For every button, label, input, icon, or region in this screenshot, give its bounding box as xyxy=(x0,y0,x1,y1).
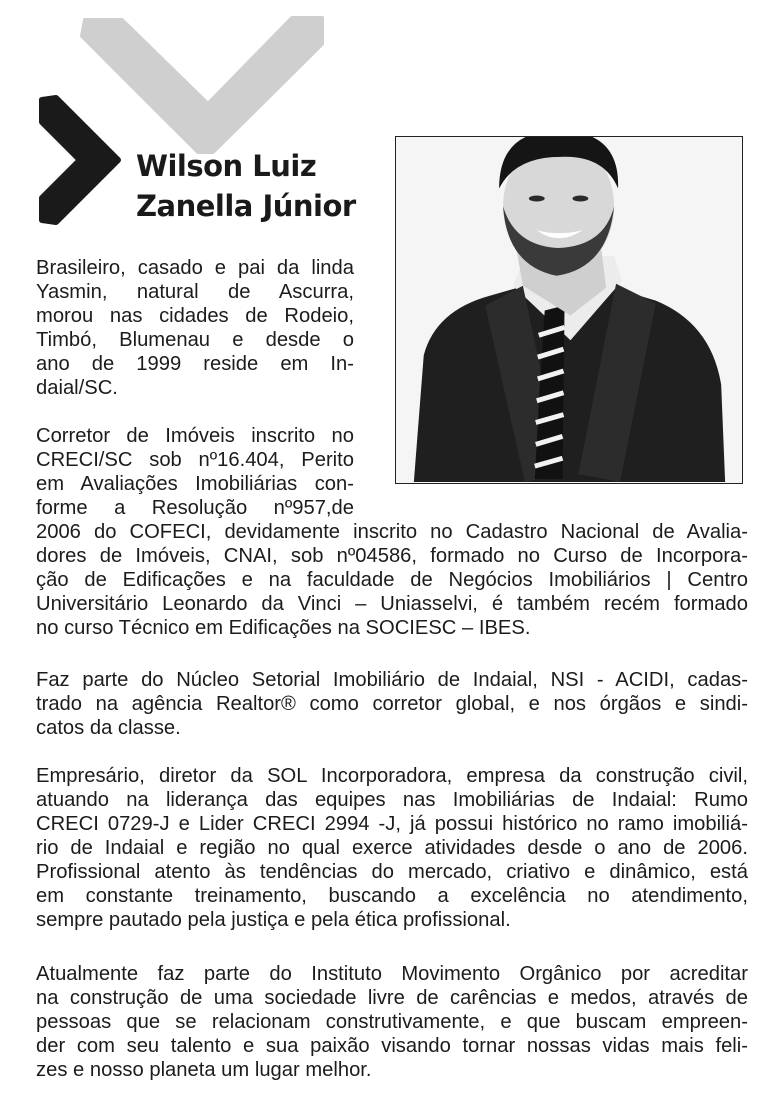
text-line: na construção de uma sociedade livre de carências e medos, através de xyxy=(36,987,748,1009)
text-line: catos da classe. xyxy=(36,717,181,739)
text-line: zes e nosso planeta um lugar melhor. xyxy=(36,1059,372,1081)
bio-paragraph-5 xyxy=(36,962,748,1082)
name-line-2: Zanella Júnior xyxy=(136,189,356,223)
text-line: CRECI 0729-J e Lider CRECI 2994 -J, já possui histórico no ramo imobiliá- xyxy=(36,813,748,835)
bio-paragraph-4 xyxy=(36,764,748,932)
text-line: atuando na liderança das equipes nas Imobiliárias de Indaial: Rumo xyxy=(36,789,748,811)
bio-paragraph-1 xyxy=(36,256,354,400)
text-line: trado na agência Realtor® como corretor global, e nos órgãos e sindi- xyxy=(36,693,748,715)
dark-right-chevron xyxy=(42,98,118,222)
text-line: ano de 1999 reside em In- xyxy=(36,353,354,375)
name-line-1: Wilson Luiz xyxy=(136,149,317,183)
text-line: 2006 do COFECI, devidamente inscrito no Cadastro Nacional de Avalia- xyxy=(36,521,748,543)
text-line: ção de Edificações e na faculdade de Negócios Imobiliários | Centro xyxy=(36,569,748,591)
text-line: Atualmente faz parte do Instituto Movimento Orgânico por acreditar xyxy=(36,963,748,985)
text-line: daial/SC. xyxy=(36,377,118,399)
text-line: forme a Resolução nº957,de xyxy=(36,497,354,519)
text-line: CRECI/SC sob nº16.404, Perito xyxy=(36,449,354,471)
text-line: Corretor de Imóveis inscrito no xyxy=(36,425,354,447)
text-line: der com seu talento e sua paixão visando tornar nossas vidas mais feli- xyxy=(36,1035,748,1057)
text-line: Faz parte do Núcleo Setorial Imobiliário de Indaial, NSI - ACIDI, cadas- xyxy=(36,669,748,691)
text-line: Profissional atento às tendências do mercado, criativo e dinâmico, está xyxy=(36,861,748,883)
bio-paragraph-2 xyxy=(36,424,748,640)
text-line: em Avaliações Imobiliárias con- xyxy=(36,473,354,495)
text-line: Universitário Leonardo da Vinci – Uniasselvi, é também recém formado xyxy=(36,593,748,615)
text-line: Timbó, Blumenau e desde o xyxy=(36,329,354,351)
text-line: sempre pautado pela justiça e pela ética profissional. xyxy=(36,909,511,931)
text-line: dores de Imóveis, CNAI, sob nº04586, formado no Curso de Incorpora- xyxy=(36,545,748,567)
text-line: Yasmin, natural de Ascurra, xyxy=(36,281,354,303)
text-line: morou nas cidades de Rodeio, xyxy=(36,305,354,327)
text-line: no curso Técnico em Edificações na SOCIESC – IBES. xyxy=(36,617,531,639)
text-line: pessoas que se relacionam construtivamente, e que buscam empreen- xyxy=(36,1011,748,1033)
text-line: rio de Indaial e região no qual exerce atividades desde o ano de 2006. xyxy=(36,837,748,859)
text-line: em constante treinamento, buscando a excelência no atendimento, xyxy=(36,885,748,907)
text-line: Brasileiro, casado e pai da linda xyxy=(36,257,354,279)
text-line: Empresário, diretor da SOL Incorporadora, empresa da construção civil, xyxy=(36,765,748,787)
light-v-chevron xyxy=(82,18,322,152)
profile-name xyxy=(136,146,356,226)
bio-paragraph-3 xyxy=(36,668,748,740)
